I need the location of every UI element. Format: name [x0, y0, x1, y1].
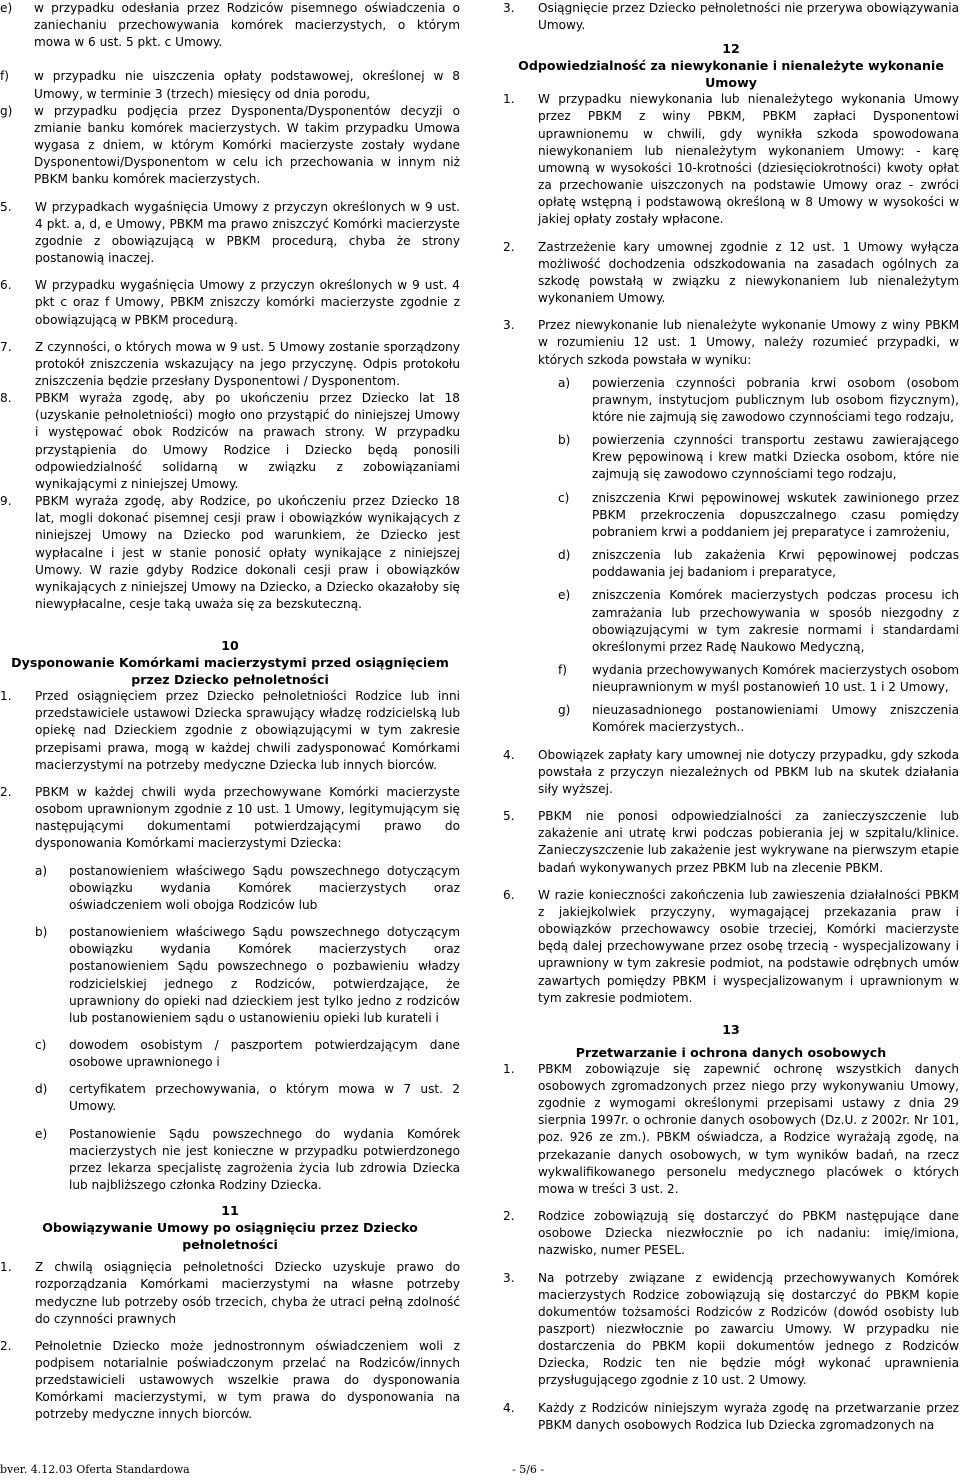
section-12-number: 12 [722, 41, 740, 57]
paragraph-text: Pełnoletnie Dziecko może jednostronnym oświadczeniem woli z podpisem notarialnie poświadczonym przelać na Rodziców/innych przedstawicieli ustawowych wszelkie prawa do dysponowania Komórkami macierzystymi, w tym prawa do dysponowania na potrzeby medyczne innych biorców. [35, 1338, 460, 1422]
item-label: g) [558, 703, 571, 718]
section-13-paragraph-3 [503, 1270, 959, 1390]
document-version: bver. 4.12.03 Oferta Standardowa [0, 1463, 190, 1476]
section-10-sub-a [35, 863, 460, 914]
paragraph-number: 1. [0, 1260, 12, 1275]
item-text: nieuzasadnionego postanowieniami Umowy zniszczenia Komórek macierzystych.. [592, 703, 959, 735]
section-12-paragraph-2 [503, 239, 959, 308]
paragraph-number: 9. [0, 494, 12, 509]
paragraph-number: 2. [0, 784, 12, 799]
item-label: a) [35, 863, 48, 878]
section-12-paragraph-3 [503, 317, 959, 368]
section-12-sub-e [558, 587, 959, 656]
item-label: e) [0, 1, 13, 15]
paragraph-text: W przypadku niewykonania lub nienależytego wykonania Umowy przez PBKM z winy PBKM, PBKM zapłaci Dysponentowi uprawnionemu w chwili, gdy wynikła szkoda spowodowana niewykonaniem lub nienależytym wykonaniem Umowy: - karę umowną w wysokości 10-krotności (dziesięciokrotności) kwoty opłat za przechowanie uiszczonych na podstawie Umowy oraz - zwróci opłatę wstępną i podstawową określoną w 8 Umowy w wysokości w jakiej opłaty zostały wpłacone. [538, 92, 959, 227]
section-13-paragraph-4 [503, 1400, 959, 1434]
section-11-number: 11 [221, 1203, 239, 1219]
section-12-sub-g [558, 702, 959, 736]
paragraph-text: Rodzice zobowiązują się dostarczyć do PBKM następujące dane osobowe Dziecka niezwłocznie po ich nadaniu: imię/imiona, nazwisko, numer PESEL. [538, 1209, 959, 1258]
section-10-title: Dysponowanie Komórkami macierzystymi przed osiągnięciem przez Dziecko pełnoletności [11, 655, 449, 688]
paragraph-5 [0, 199, 460, 268]
paragraph-text: PBKM zobowiązuje się zapewnić ochronę wszystkich danych osobowych zgromadzonych przez niego przy wykonywaniu Umowy, zgodnie z wymogami określonymi przepisami ustawy z dnia 29 sierpnia 1997r. o ochronie danych osobowych (Dz.U. z 2002r. Nr 101, poz. 926 ze zm.). PBKM oświadcza, a Rodzice wyrażają zgodę, na przekazanie danych osobowych, w tym wyników badań, na rzecz wykwalifikowanego personelu medycznego placówek o których mowa w treści 3 ust. 2. [538, 1061, 959, 1196]
item-text: w przypadku nie uiszczenia opłaty podstawowej, określonej w 8 Umowy, w terminie 3 (trzech) miesięcy od dnia porodu, [34, 69, 460, 101]
list-item-e [0, 0, 460, 51]
section-13-paragraph-2 [503, 1208, 959, 1259]
paragraph-number: 1. [503, 1061, 515, 1076]
paragraph-text: Każdy z Rodziców niniejszym wyraża zgodę na przetwarzanie przez PBKM danych osobowych Rodzica lub Dziecka zgromadzonych na [538, 1400, 959, 1432]
item-text: powierzenia czynności pobrania krwi osobom (osobom prawnym, instytucjom publicznym lub osobom fizycznym), które nie zajmują się zawodowo czynnościami tego rodzaju, [592, 375, 959, 424]
item-text: zniszczenia Komórek macierzystych podczas procesu ich zamrażania lub przechowywania w sposób niezgodny z obowiązującymi w tym zakresie normami i standardami określonymi przez Radę Naukowo Medyczną, [592, 588, 959, 654]
item-label: c) [558, 490, 570, 505]
list-item-f [0, 68, 460, 102]
paragraph-text: W przypadku wygaśnięcia Umowy z przyczyn określonych w 9 ust. 4 pkt c oraz f Umowy, PBKM zniszczy komórki macierzyste zgodnie z obowiązującą w PBKM procedurą. [35, 278, 460, 327]
item-label: c) [35, 1037, 47, 1052]
paragraph-number: 2. [503, 239, 515, 254]
paragraph-text: Na potrzeby związane z ewidencją przechowywanych Komórek macierzystych Rodzice zobowiązują się dostarczyć do PBKM kopie dokumentów tożsamości Rodziców z Rodziców (dowód osobisty lub paszport) niezwłocznie po zawarciu Umowy. W przypadku nie dostarczenia do PBKM kopii dokumentów jednego z Rodziców Dziecka, Rodzic ten nie będzie mógł wykonać uprawnienia przysługującego zgodnie z 10 ust. 2 Umowy. [538, 1270, 959, 1388]
paragraph-text: PBKM wyraża zgodę, aby Rodzice, po ukończeniu przez Dziecko 18 lat, mogli dokonać pisemnej cesji praw i obowiązków wynikających z niniejszej Umowy na Dziecko pod warunkiem, że Dziecko jest wypłacalne i jest w stanie ponosić opłaty wynikające z niniejszej Umowy. W razie gdyby Rodzice dokonali cesji praw i obowiązków wynikających z niniejszej Umowy na Dziecko, a Dziecko okazałoby się niewypłacalne, cesje taką uważa się za bezskuteczną. [35, 494, 460, 611]
paragraph-text: PBKM nie ponosi odpowiedzialności za zanieczyszczenie lub zakażenie ani utratę krwi podczas pobierania jej w szpitalu/klinice. Zanieczyszczenie lub zakażenie jest wykrywane na pierwszym etapie badań wykonywanych przez PBKM lub na zlecenie PBKM. [538, 809, 959, 875]
right-column [503, 0, 959, 1434]
item-label: f) [558, 663, 567, 677]
item-text: postanowieniem właściwego Sądu powszechnego dotyczącym obowiązku wydania Komórek macierzystych oraz postanowieniem Sądu powszechnego o pozbawieniu władzy rodzicielskiej jednego z Rodziców, potwierdzające, że uprawniony do opieki nad dzieckiem jest tylko jedno z rodziców lub postanowieniem sądu o ustanowieniu opieki lub kurateli i [69, 925, 460, 1025]
item-text: powierzenia czynności transportu zestawu zawierającego Krew pępowinową i krew matki Dziecka osobom, które nie zajmują się zawodowo czynnościami tego rodzaju, [592, 433, 959, 482]
paragraph-7 [0, 339, 460, 390]
section-12-title: Odpowiedzialność za niewykonanie i nienależyte wykonanie Umowy [518, 58, 944, 91]
section-10-sub-c [35, 1037, 460, 1071]
paragraph-text: Przez niewykonanie lub nienależyte wykonanie Umowy z winy PBKM w rozumieniu 12 ust. 1 Umowy, należy rozumieć przypadki, w których szkoda powstała w wyniku: [538, 318, 959, 367]
item-text: w przypadku podjęcia przez Dysponenta/Dysponentów decyzji o zmianie banku komórek macierzystych. W takim przypadku Umowa wygasa z dniem, w którym Komórki macierzyste zostały wydane Dysponentowi/Dysponentom w celu ich przechowania w innym niż PBKM banku komórek macierzystych. [34, 103, 460, 187]
list-item-g [0, 103, 460, 189]
section-12-sub-a [558, 375, 959, 426]
paragraph-9 [0, 493, 460, 613]
item-label: b) [35, 925, 48, 940]
item-text: wydania przechowywanych Komórek macierzystych osobom nieuprawnionym w myśl postanowień 10 ust. 1 i 2 Umowy, [592, 663, 959, 695]
section-12-sub-c [558, 490, 959, 541]
page-number: - 5/6 - [512, 1463, 545, 1476]
item-label: b) [558, 433, 571, 448]
paragraph-number: 5. [503, 809, 515, 824]
section-12-paragraph-5 [503, 808, 959, 877]
section-12-paragraph-4 [503, 747, 959, 798]
section-10-sub-b [35, 924, 460, 1027]
paragraph-number: 2. [503, 1209, 515, 1224]
section-12-sub-f [558, 662, 959, 696]
item-label: d) [558, 548, 571, 563]
item-text: Postanowienie Sądu powszechnego do wydania Komórek macierzystych nie jest konieczne w przypadku potwierdzonego przez lekarza specjalistę zagrożenia życia lub zdrowia Dziecka lub najbliższego członka Rodziny Dziecka. [69, 1126, 460, 1193]
paragraph-text: Osiągnięcie przez Dziecko pełnoletności nie przerywa obowiązywania Umowy. [538, 1, 959, 33]
paragraph-number: 3. [503, 318, 515, 333]
item-label: e) [558, 588, 571, 603]
paragraph-text: W razie konieczności zakończenia lub zawieszenia działalności PBKM z jakiejkolwiek przyczyny, wymagającej przekazania praw i obowiązków przechowawcy osobie trzeciej, Komórki macierzyste będą dalej przechowywane przez osobę trzecią - wyspecjalizowany i uprawniony w tym zakresie podmiot, na podstawie odrębnych umów zawartych pomiędzy PBKM i wyspecjalizowanym i uprawnionym w tym zakresie podmiotem. [538, 887, 959, 1005]
paragraph-text: Z czynności, o których mowa w 9 ust. 5 Umowy zostanie sporządzony protokół zniszczenia wskazujący na jego przyczynę. Odpis protokołu zniszczenia będzie przesłany Dysponentowi / Dysponentom. [35, 339, 460, 388]
paragraph-6 [0, 277, 460, 328]
paragraph-text: PBKM wyraża zgodę, aby po ukończeniu przez Dziecko lat 18 (uzyskanie pełnoletniości) mogło ono przystąpić do niniejszej Umowy i występować obok Rodziców na prawach strony. W przypadku przystąpienia do Umowy Rodzice i Dziecko będą ponosili odpowiedzialność solidarną w związku z zobowiązaniami wynikającymi z niniejszej Umowy. [35, 391, 460, 491]
item-label: e) [35, 1126, 48, 1141]
paragraph-text: Zastrzeżenie kary umownej zgodnie z 12 ust. 1 Umowy wyłącza możliwość dochodzenia odszkodowania na zasadach ogólnych za szkodę powstałą w związku z niewykonaniem lub nienależytym wykonaniem Umowy. [538, 239, 959, 306]
paragraph-text: PBKM w każdej chwili wyda przechowywane Komórki macierzyste osobom uprawnionym zgodnie z 10 ust. 1 Umowy, legitymującym się następującymi dokumentami potwierdzającymi prawo do dysponowania Komórkami macierzystymi Dziecka: [35, 784, 460, 851]
paragraph-number: 4. [503, 1400, 515, 1415]
section-12-sub-b [558, 432, 959, 483]
paragraph-number: 3. [503, 1, 515, 15]
paragraph-number: 4. [503, 747, 515, 762]
item-text: w przypadku odesłania przez Rodziców pisemnego oświadczenia o zaniechaniu przechowywania komórek macierzystych, o którym mowa w 6 ust. 5 pkt. c Umowy. [34, 1, 460, 50]
item-text: zniszczenia Krwi pępowinowej wskutek zawinionego przez PBKM przekroczenia dopuszczalnego czasu pomiędzy pobraniem krwi a poddaniem jej preparatyce i zamrożeniu, [592, 490, 959, 539]
section-13-number: 13 [722, 1021, 740, 1037]
item-label: g) [0, 103, 13, 118]
paragraph-number: 7. [0, 339, 12, 354]
section-13-paragraph-1 [503, 1061, 959, 1198]
paragraph-number: 6. [0, 278, 12, 293]
paragraph-text: Przed osiągnięciem przez Dziecko pełnoletniości Rodzice lub inni przedstawiciele ustawowi Dziecka sprawujący władzę rodzicielską lub opiekę nad Dzieckiem zgodnie z obowiązującymi w tym zakresie przepisami prawa, mogą w każdej chwili zadysponować Komórkami macierzystymi na potrzeby medyczne Dziecka lub innych biorców. [35, 689, 460, 772]
paragraph-number: 2. [0, 1338, 12, 1353]
item-label: d) [35, 1082, 48, 1097]
section-11-paragraph-2 [0, 1338, 460, 1424]
section-11-title: Obowiązywanie Umowy po osiągnięciu przez Dziecko pełnoletności [42, 1220, 418, 1253]
item-text: zniszczenia lub zakażenia Krwi pępowinowej podczas poddawania jej badaniom i preparatyce, [592, 548, 959, 580]
paragraph-8 [0, 390, 460, 493]
section-10-sub-d [35, 1081, 460, 1115]
paragraph-number: 3. [503, 1270, 515, 1285]
paragraph-number: 1. [0, 689, 12, 704]
paragraph-number: 1. [503, 92, 515, 107]
left-column [0, 0, 460, 1424]
paragraph-number: 8. [0, 391, 12, 406]
section-13-title: Przetwarzanie i ochrona danych osobowych [575, 1044, 887, 1060]
paragraph-number: 5. [0, 199, 12, 214]
item-text: certyfikatem przechowywania, o którym mowa w 7 ust. 2 Umowy. [69, 1082, 460, 1114]
paragraph-text: Obowiązek zapłaty kary umownej nie dotyczy przypadku, gdy szkoda powstała z przyczyn niezależnych od PBKM lub na skutek działania siły wyższej. [538, 747, 959, 796]
item-label: f) [0, 69, 9, 84]
paragraph-text: W przypadkach wygaśnięcia Umowy z przyczyn określonych w 9 ust. 4 pkt. a, d, e Umowy, PBKM ma prawo zniszczyć Komórki macierzyste zgodnie z obowiązującą w PBKM procedurą, chyba że strony postanowią inaczej. [35, 199, 460, 266]
item-label: a) [558, 375, 571, 390]
paragraph-text: Z chwilą osiągnięcia pełnoletności Dziecko uzyskuje prawo do rozporządzania Komórkami macierzystymi na własne potrzeby medyczne lub potrzeby osób trzecich, chyba że utraci pełną zdolność do czynności prawnych [35, 1260, 460, 1326]
section-10-number: 10 [221, 638, 239, 654]
paragraph-number: 6. [503, 887, 515, 902]
item-text: dowodem osobistym / paszportem potwierdzającym dane osobowe uprawnionego i [69, 1037, 460, 1070]
section-10-paragraph-2 [0, 784, 460, 853]
item-text: postanowieniem właściwego Sądu powszechnego dotyczącym obowiązku wydania Komórek macierzystych oraz oświadczeniem woli obojga Rodziców lub [69, 863, 460, 912]
paragraph-3 [503, 0, 959, 34]
section-10-paragraph-1 [0, 688, 460, 774]
section-12-sub-d [558, 547, 959, 581]
section-11-paragraph-1 [0, 1259, 460, 1328]
section-10-sub-e [35, 1126, 460, 1195]
section-12-paragraph-1 [503, 91, 959, 228]
section-12-paragraph-6 [503, 887, 959, 1007]
